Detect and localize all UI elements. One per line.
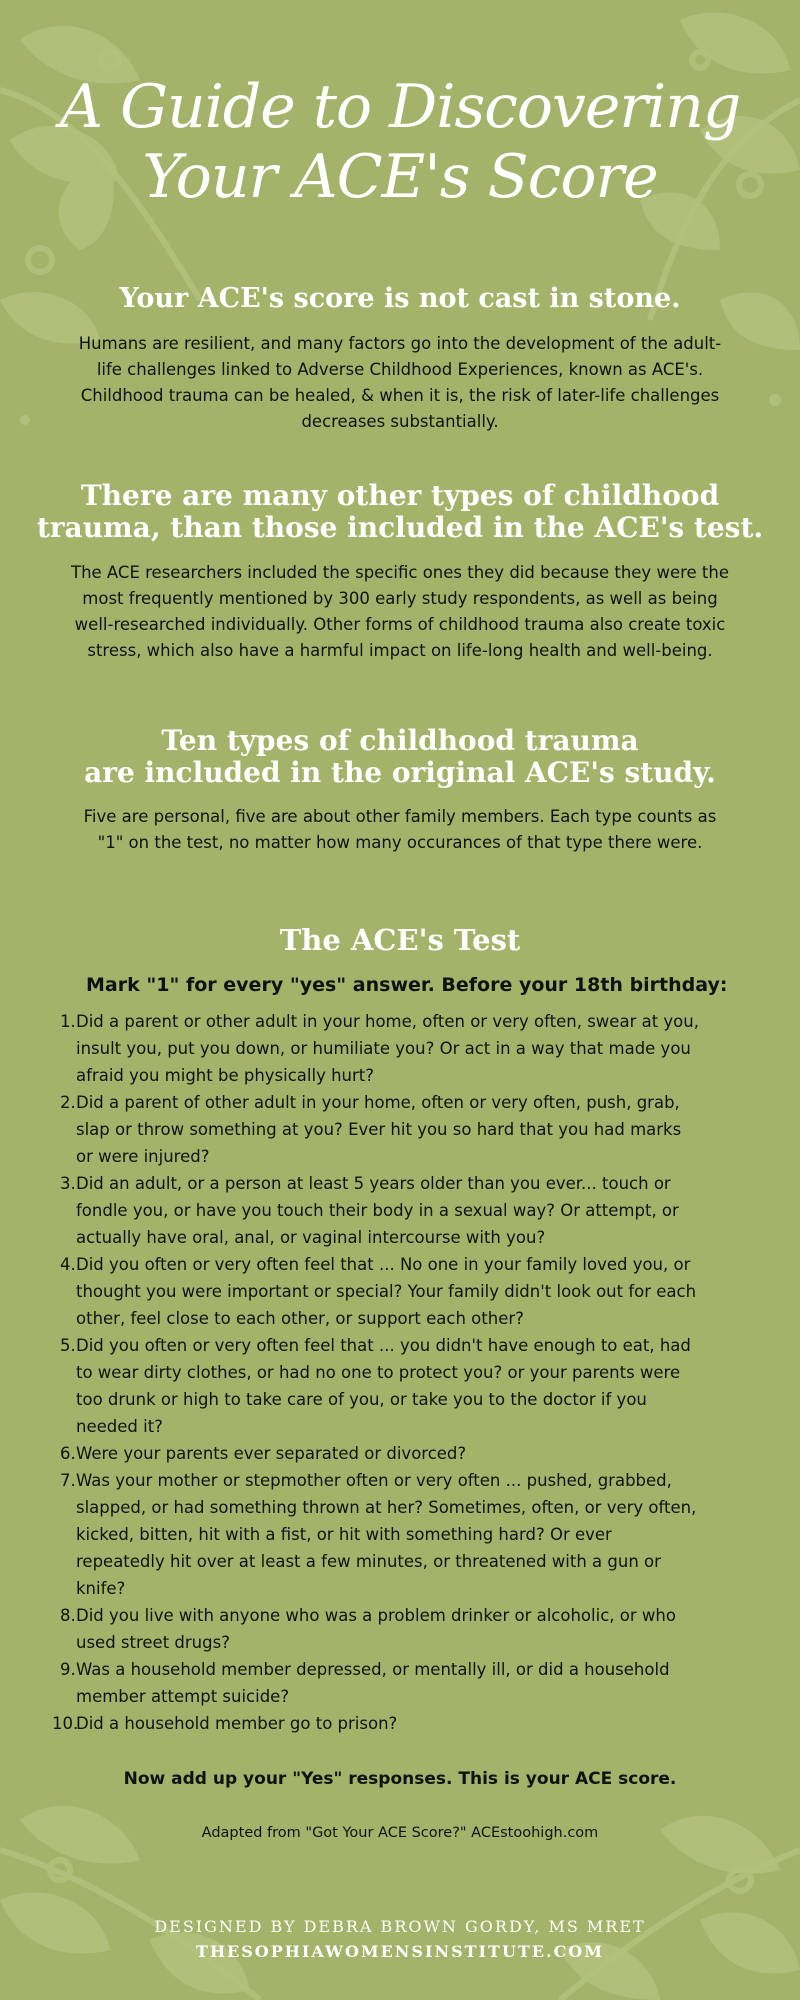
question-line: fondle you, or have you touch their body in a sexual way? Or attempt, or [76,1201,679,1220]
ace-test-heading: The ACE's Test [279,923,521,957]
paragraph-line: life challenges linked to Adverse Childhood Experiences, known as ACE's. [96,360,704,379]
question-line: actually have oral, anal, or vaginal intercourse with you? [76,1228,546,1247]
test-instruction: Mark "1" for every "yes" answer. Before your 18th birthday: [86,974,728,996]
designer-credit: DESIGNED BY DEBRA BROWN GORDY, MS MRET [154,1917,646,1936]
question-item [60,1251,756,1332]
question-list [52,1008,756,1737]
section-paragraph-resilience [50,331,750,435]
question-item [60,1089,756,1170]
question-number: 7. [60,1471,76,1490]
heading-line: are included in the original ACE's study. [84,756,716,789]
question-number: 1. [60,1012,76,1031]
question-number: 5. [60,1336,76,1355]
title-line-1: A Guide to Discovering [59,72,741,142]
question-line: Was a household member depressed, or mentally ill, or did a household [76,1660,670,1679]
paragraph-line: Five are personal, five are about other family members. Each type counts as [83,807,717,826]
question-number: 2. [60,1093,76,1112]
question-line: slap or throw something at you? Ever hit you so hard that you had marks [76,1120,682,1139]
paragraph-line: well-researched individually. Other forms of childhood trauma also create toxic [74,615,726,634]
question-item [52,1710,756,1737]
question-line: or were injured? [76,1147,210,1166]
heading-line: trauma, than those included in the ACE's test. [36,511,764,544]
question-number: 10. [52,1714,79,1733]
question-line: afraid you might be physically hurt? [76,1066,375,1085]
question-line: Was your mother or stepmother often or very often ... pushed, grabbed, [76,1471,672,1490]
source-attribution: Adapted from "Got Your ACE Score?" ACEstoohigh.com [201,1825,599,1841]
question-number: 6. [60,1444,76,1463]
section-paragraph-ten-types [50,804,750,856]
question-item [60,1656,756,1710]
question-line: Did a household member go to prison? [76,1714,398,1733]
paragraph-line: The ACE researchers included the specific ones they did because they were the [71,563,729,582]
question-line: Did you often or very often feel that ... you didn't have enough to eat, had [76,1336,691,1355]
question-number: 3. [60,1174,76,1193]
score-summary: Now add up your "Yes" responses. This is your ACE score. [123,1769,677,1789]
section-heading-other-trauma [0,480,800,544]
question-line: Did you often or very often feel that ... No one in your family loved you, or [76,1255,691,1274]
question-line: used street drugs? [76,1633,230,1652]
question-item [60,1332,756,1440]
question-line: too drunk or high to take care of you, or take you to the doctor if you [76,1390,647,1409]
section-paragraph-other-trauma [50,560,750,664]
page-title [0,72,800,212]
paragraph-line: most frequently mentioned by 300 early study respondents, as well as being [82,589,718,608]
question-number: 9. [60,1660,76,1679]
question-line: needed it? [76,1417,163,1436]
question-line: thought you were important or special? Your family didn't look out for each [76,1282,697,1301]
question-number: 4. [60,1255,76,1274]
question-line: Were your parents ever separated or divorced? [76,1444,467,1463]
question-line: Did an adult, or a person at least 5 years older than you ever... touch or [76,1174,671,1193]
question-item [60,1440,756,1467]
paragraph-line: decreases substantially. [301,412,499,431]
question-line: other, feel close to each other, or support each other? [76,1309,524,1328]
paragraph-line: "1" on the test, no matter how many occurances of that type there were. [97,833,703,852]
question-line: member attempt suicide? [76,1687,290,1706]
question-line: Did a parent or other adult in your home, often or very often, swear at you, [76,1012,699,1031]
question-line: Did you live with anyone who was a problem drinker or alcoholic, or who [76,1606,676,1625]
question-line: slapped, or had something thrown at her? Sometimes, often, or very often, [76,1498,697,1517]
website-credit: THESOPHIAWOMENSINSTITUTE.COM [196,1942,604,1961]
question-line: repeatedly hit over at least a few minutes, or threatened with a gun or [76,1552,661,1571]
question-item [60,1602,756,1656]
heading-line: Ten types of childhood trauma [161,724,639,757]
section-heading-resilience: Your ACE's score is not cast in stone. [119,283,681,314]
paragraph-line: Childhood trauma can be healed, & when it is, the risk of later-life challenges [80,386,720,405]
title-line-2: Your ACE's Score [142,142,658,212]
heading-line: There are many other types of childhood [80,479,720,512]
section-heading-ten-types [0,725,800,789]
question-line: Did a parent of other adult in your home, often or very often, push, grab, [76,1093,680,1112]
question-number: 8. [60,1606,76,1625]
question-line: insult you, put you down, or humiliate you? Or act in a way that made you [76,1039,691,1058]
question-item [60,1170,756,1251]
paragraph-line: Humans are resilient, and many factors go into the development of the adult- [78,334,722,353]
paragraph-line: stress, which also have a harmful impact on life-long health and well-being. [87,641,713,660]
question-line: kicked, bitten, hit with a fist, or hit with something hard? Or ever [76,1525,612,1544]
question-line: knife? [76,1579,126,1598]
question-item [60,1008,756,1089]
question-item [60,1467,756,1602]
question-line: to wear dirty clothes, or had no one to protect you? or your parents were [76,1363,681,1382]
